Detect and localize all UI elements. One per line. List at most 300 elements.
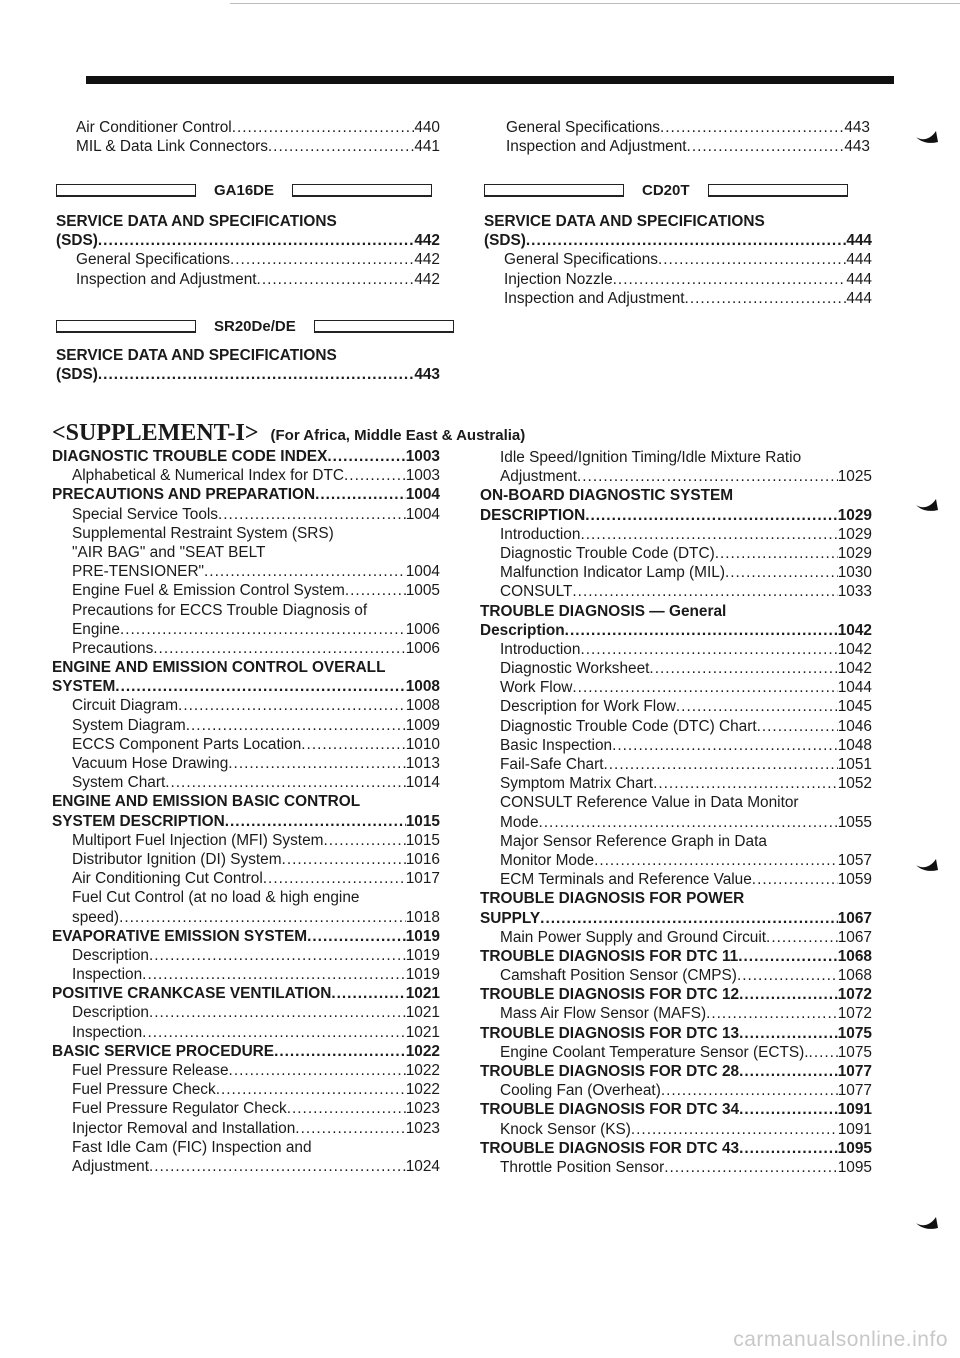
banner-box-right — [292, 184, 432, 197]
dot-leader — [165, 773, 406, 792]
dot-leader — [664, 1158, 838, 1177]
entry-page-number: 1030 — [837, 564, 872, 582]
entry-title: Special Service Tools — [72, 505, 218, 523]
toc-entries — [484, 231, 872, 308]
dot-leader — [715, 544, 838, 563]
entry-page-number: 1006 — [405, 639, 440, 657]
dot-leader — [282, 850, 406, 869]
toc-entry — [480, 1120, 872, 1139]
entry-page-number: 1003 — [405, 448, 440, 465]
entry-page-number: 1008 — [405, 678, 440, 696]
dot-leader — [225, 812, 406, 831]
toc-entry — [480, 467, 872, 486]
entry-page-number: 1022 — [405, 1081, 440, 1099]
dot-leader — [725, 563, 838, 582]
dot-leader — [676, 697, 838, 716]
toc-entry-line: ENGINE AND EMISSION CONTROL OVERALL — [52, 659, 386, 677]
banner-box-left — [56, 184, 196, 197]
entry-page-number: 1095 — [837, 1139, 872, 1157]
page-tab-mark — [914, 856, 940, 872]
toc-entry — [480, 1024, 872, 1043]
toc-entry-line: Major Sensor Reference Graph in Data — [500, 832, 767, 850]
entry-title: General Specifications — [506, 119, 660, 136]
entry-page-number: 1075 — [837, 1024, 872, 1042]
toc-entry — [52, 466, 440, 485]
entry-page-number: 1048 — [837, 736, 872, 754]
dot-leader — [119, 908, 406, 927]
toc-entry — [480, 909, 872, 928]
entry-title: Circuit Diagram — [72, 697, 179, 715]
entry-page-number: 1042 — [837, 660, 872, 678]
toc-entry-line: "AIR BAG" and "SEAT BELT — [72, 543, 266, 561]
toc-entry-line: Precautions for ECCS Trouble Diagnosis of — [72, 601, 368, 619]
entry-title: TROUBLE DIAGNOSIS FOR DTC 34 — [480, 1101, 740, 1119]
entry-page-number: 444 — [846, 232, 872, 250]
toc-entry — [480, 717, 872, 736]
entry-page-number: 1021 — [405, 1023, 440, 1041]
toc-entry — [484, 270, 872, 289]
entry-page-number: 1019 — [405, 927, 440, 945]
entry-title: Mass Air Flow Sensor (MAFS) — [500, 1005, 707, 1023]
toc-entry — [480, 697, 872, 716]
toc-entries — [56, 365, 440, 384]
toc-entry — [480, 1158, 872, 1177]
entry-title: Symptom Matrix Chart — [500, 775, 654, 793]
entry-title: Engine Fuel & Emission Control System — [72, 582, 345, 600]
dot-leader — [580, 640, 837, 659]
entry-page-number: 1017 — [405, 870, 440, 888]
toc-entry-line: Fast Idle Cam (FIC) Inspection and — [72, 1138, 312, 1156]
section-heading: SERVICE DATA AND SPECIFICATIONS — [56, 347, 337, 364]
toc-entry-line: ON-BOARD DIAGNOSTIC SYSTEM — [480, 487, 734, 505]
entry-page-number: 1021 — [405, 985, 440, 1003]
entry-page-number: 1057 — [837, 851, 872, 869]
dot-leader — [739, 1139, 838, 1158]
entry-title: TROUBLE DIAGNOSIS FOR DTC 13 — [480, 1024, 740, 1042]
page-tab-mark — [914, 1214, 940, 1230]
entry-title: Description — [72, 1004, 149, 1022]
entry-page-number: 1095 — [837, 1158, 872, 1176]
entry-title: SUPPLY — [480, 909, 541, 927]
dot-leader — [737, 966, 838, 985]
entry-page-number: 1067 — [837, 928, 872, 946]
dot-leader — [218, 505, 406, 524]
entry-page-number: 1006 — [405, 620, 440, 638]
dot-leader — [739, 1100, 838, 1119]
entry-page-number: 441 — [414, 138, 440, 156]
entry-title: Basic Inspection — [500, 736, 613, 754]
entry-title: Fuel Pressure Check — [72, 1081, 216, 1099]
entry-page-number: 1008 — [405, 697, 440, 715]
entry-title: Malfunction Indicator Lamp (MIL) — [500, 564, 725, 582]
entry-title: TROUBLE DIAGNOSIS FOR DTC 43 — [480, 1139, 740, 1157]
toc-entry — [480, 1100, 872, 1119]
dot-leader — [585, 506, 838, 525]
toc-entry — [52, 1023, 440, 1042]
entry-page-number: 440 — [414, 119, 440, 136]
entry-title: (SDS) — [484, 232, 526, 250]
entry-title: SYSTEM DESCRIPTION — [52, 812, 225, 830]
entry-title: Engine Coolant Temperature Sensor (ECTS). — [500, 1043, 809, 1061]
entry-page-number: 444 — [846, 270, 872, 288]
toc-entry — [52, 831, 440, 850]
banner-box-right — [314, 320, 454, 333]
dot-leader — [323, 831, 405, 850]
entry-title: Injector Removal and Installation — [72, 1119, 296, 1137]
entry-title: Mode — [500, 813, 539, 831]
engine-label: CD20T — [642, 181, 690, 199]
dot-leader — [287, 1099, 406, 1118]
toc-entries — [56, 231, 440, 289]
dot-leader — [757, 717, 838, 736]
toc-entry — [52, 447, 440, 466]
entry-page-number: 1055 — [837, 813, 872, 831]
dot-leader — [739, 1024, 838, 1043]
dot-leader — [263, 869, 406, 888]
entry-title: CONSULT — [500, 583, 573, 601]
engine-banner-sr20de — [56, 316, 454, 336]
section-heading: SERVICE DATA AND SPECIFICATIONS — [484, 213, 765, 230]
entry-page-number: 1013 — [405, 755, 440, 772]
dot-leader — [539, 813, 838, 832]
entry-page-number: 1029 — [837, 506, 872, 524]
entry-page-number: 443 — [844, 119, 870, 136]
dot-leader — [186, 716, 406, 735]
entry-title: BASIC SERVICE PROCEDURE — [52, 1042, 275, 1060]
dot-leader — [149, 1157, 406, 1176]
entry-page-number: 1018 — [405, 908, 440, 926]
entry-page-number: 1004 — [405, 563, 440, 581]
entry-title: Knock Sensor (KS) — [500, 1120, 631, 1138]
toc-entry — [480, 678, 872, 697]
banner-box-left — [56, 320, 196, 333]
section-ga16de — [56, 212, 440, 289]
toc-entry — [52, 505, 440, 524]
dot-leader — [594, 851, 838, 870]
watermark: carmanualsonline.info — [733, 1328, 948, 1351]
entry-page-number: 1029 — [837, 525, 872, 543]
engine-label: SR20De/DE — [214, 317, 296, 335]
toc-entry — [480, 928, 872, 947]
toc-entry — [52, 716, 440, 735]
entry-page-number: 1077 — [837, 1082, 872, 1100]
entry-title: Precautions — [72, 639, 154, 657]
entry-page-number: 1023 — [405, 1100, 440, 1118]
toc-entry — [52, 1080, 440, 1099]
entry-page-number: 1052 — [837, 775, 872, 793]
toc-entry — [52, 735, 440, 754]
entry-page-number: 1021 — [405, 1004, 440, 1022]
dot-leader — [344, 466, 406, 485]
entry-page-number: 1042 — [837, 621, 872, 639]
toc-entry — [56, 250, 440, 269]
entry-title: Diagnostic Worksheet — [500, 660, 650, 678]
section-heading: SERVICE DATA AND SPECIFICATIONS — [56, 213, 337, 230]
page-tab-mark — [914, 496, 940, 512]
toc-entry — [480, 544, 872, 563]
dot-leader — [752, 870, 838, 889]
entry-title: Fail-Safe Chart — [500, 756, 604, 773]
toc-entry — [52, 639, 440, 658]
dot-leader — [232, 118, 415, 137]
dot-leader — [572, 582, 837, 601]
dot-leader — [687, 137, 845, 156]
toc-top-right — [486, 118, 870, 156]
entry-page-number: 1004 — [405, 486, 440, 504]
entry-page-number: 1051 — [837, 756, 872, 773]
toc-entry — [52, 1157, 440, 1176]
entry-title: TROUBLE DIAGNOSIS FOR DTC 11 — [480, 947, 739, 965]
entry-page-number: 1016 — [405, 850, 440, 868]
entry-title: Work Flow — [500, 679, 573, 697]
dot-leader — [216, 1080, 406, 1099]
toc-entry — [480, 640, 872, 659]
toc-entry — [52, 850, 440, 869]
dot-leader — [331, 984, 405, 1003]
entry-title: TROUBLE DIAGNOSIS FOR DTC 12 — [480, 986, 740, 1004]
dot-leader — [540, 909, 838, 928]
toc-top-left — [56, 118, 440, 156]
toc-entry — [480, 1139, 872, 1158]
toc-entry — [52, 908, 440, 927]
entry-page-number: 1077 — [837, 1063, 872, 1080]
toc-entry — [480, 870, 872, 889]
entry-page-number: 443 — [844, 138, 870, 156]
toc-entry — [486, 137, 870, 156]
entry-title: Cooling Fan (Overheat) — [500, 1082, 661, 1100]
entry-title: Introduction — [500, 640, 581, 658]
toc-entry — [480, 1004, 872, 1023]
toc-entry — [480, 966, 872, 985]
entry-page-number: 1003 — [405, 467, 440, 485]
entry-title: Inspection — [72, 966, 143, 984]
entry-title: Distributor Ignition (DI) System — [72, 850, 282, 868]
toc-entry — [52, 620, 440, 639]
dot-leader — [120, 620, 406, 639]
toc-entry — [480, 525, 872, 544]
toc-entry — [52, 677, 440, 696]
toc-entry — [480, 813, 872, 832]
engine-banner-ga16de — [56, 180, 432, 200]
dot-leader — [604, 755, 838, 774]
entry-page-number: 1045 — [837, 698, 872, 716]
entry-page-number: 1010 — [405, 735, 440, 753]
dot-leader — [178, 696, 406, 715]
toc-entry — [480, 851, 872, 870]
dot-leader — [631, 1120, 838, 1139]
engine-banner-cd20t — [484, 180, 848, 200]
entry-page-number: 1033 — [837, 583, 872, 601]
entry-page-number: 1068 — [837, 967, 872, 985]
entry-title: General Specifications — [504, 251, 658, 269]
entry-title: Camshaft Position Sensor (CMPS) — [500, 967, 737, 985]
dot-leader — [149, 946, 406, 965]
dot-leader — [204, 562, 406, 581]
toc-entry — [52, 1042, 440, 1061]
toc-entry — [484, 250, 872, 269]
toc-entry — [52, 1003, 440, 1022]
entry-page-number: 442 — [414, 232, 440, 250]
toc-entry — [480, 582, 872, 601]
toc-entry — [52, 1119, 440, 1138]
toc-entry-line: TROUBLE DIAGNOSIS — General — [480, 602, 727, 620]
top-edge-line — [230, 3, 960, 4]
entry-page-number: 1068 — [837, 947, 872, 965]
entry-page-number: 1025 — [837, 468, 872, 486]
entry-title: (SDS) — [56, 366, 98, 384]
entry-page-number: 1067 — [837, 909, 872, 927]
toc-entry — [52, 812, 440, 831]
entry-page-number: 1019 — [405, 946, 440, 964]
entry-title: Alphabetical & Numerical Index for DTC — [72, 467, 345, 485]
toc-entry — [56, 137, 440, 156]
toc-entry — [56, 118, 440, 137]
dot-leader — [327, 447, 405, 466]
dot-leader — [738, 947, 838, 966]
dot-leader — [572, 678, 837, 697]
entry-title: Main Power Supply and Ground Circuit — [500, 928, 767, 946]
entry-title: Air Conditioning Cut Control — [72, 870, 263, 888]
entry-title: DESCRIPTION — [480, 506, 586, 524]
dot-leader — [268, 137, 414, 156]
dot-leader — [98, 365, 414, 384]
section-cd20t — [484, 212, 872, 308]
toc-entry — [52, 696, 440, 715]
entry-title: Inspection and Adjustment — [76, 270, 257, 288]
entry-title: Throttle Position Sensor — [500, 1158, 665, 1176]
dot-leader — [295, 1119, 405, 1138]
entry-page-number: 1019 — [405, 966, 440, 984]
entry-page-number: 1024 — [405, 1157, 440, 1175]
dot-leader — [153, 639, 405, 658]
header-rule — [86, 76, 894, 84]
toc-entry — [480, 755, 872, 774]
dot-leader — [345, 581, 406, 600]
entry-title: Vacuum Hose Drawing — [72, 755, 229, 772]
entry-title: Engine — [72, 620, 120, 638]
toc-entry — [52, 581, 440, 600]
entry-page-number: 1091 — [837, 1120, 872, 1138]
entry-page-number: 1015 — [405, 831, 440, 849]
entry-page-number: 1046 — [837, 717, 872, 735]
toc-entry — [486, 118, 870, 137]
toc-entry — [480, 506, 872, 525]
toc-entry — [480, 621, 872, 640]
dot-leader — [142, 965, 406, 984]
dot-leader — [526, 231, 846, 250]
toc-entry — [480, 736, 872, 755]
dot-leader — [706, 1004, 838, 1023]
entry-title: Adjustment — [500, 468, 577, 486]
entry-title: Monitor Mode — [500, 851, 595, 869]
entry-title: PRE-TENSIONER" — [72, 563, 205, 581]
entry-title: DIAGNOSTIC TROUBLE CODE INDEX — [52, 448, 328, 465]
supplement-note: (For Africa, Middle East & Australia) — [270, 427, 526, 444]
toc-left-column — [52, 447, 440, 1176]
entry-page-number: 1072 — [837, 1005, 872, 1023]
dot-leader — [649, 659, 837, 678]
supplement-title: <SUPPLEMENT-I> — [52, 420, 259, 446]
toc-entry — [480, 1043, 872, 1062]
dot-leader — [274, 1042, 406, 1061]
entry-title: Introduction — [500, 525, 581, 543]
dot-leader — [660, 118, 844, 137]
entry-title: Fuel Pressure Release — [72, 1062, 229, 1079]
toc-entry-line: Fuel Cut Control (at no load & high engine — [72, 889, 360, 907]
toc-entry — [56, 231, 440, 250]
entry-title: PRECAUTIONS AND PREPARATION — [52, 486, 316, 504]
banner-box-left — [484, 184, 624, 197]
entry-page-number: 1004 — [405, 505, 440, 523]
dot-leader — [307, 927, 406, 946]
dot-leader — [98, 231, 414, 250]
entry-page-number: 444 — [846, 289, 872, 307]
dot-leader — [301, 735, 405, 754]
dot-leader — [228, 754, 405, 773]
entry-page-number: 442 — [414, 251, 440, 269]
entry-page-number: 1023 — [405, 1119, 440, 1137]
toc-entry — [484, 289, 872, 308]
dot-leader — [315, 485, 406, 504]
entry-title: Inspection and Adjustment — [504, 289, 685, 307]
toc-entry — [480, 1062, 872, 1081]
toc-entry — [56, 365, 440, 384]
toc-entry — [52, 927, 440, 946]
entry-title: Inspection — [72, 1023, 143, 1041]
toc-entry — [52, 485, 440, 504]
toc-entry — [52, 965, 440, 984]
dot-leader — [115, 677, 405, 696]
entry-title: Injection Nozzle — [504, 270, 613, 288]
toc-entry-line: Supplemental Restraint System (SRS) — [72, 524, 334, 542]
toc-entry — [52, 869, 440, 888]
entry-title: Adjustment — [72, 1157, 149, 1175]
toc-entry — [52, 1061, 440, 1080]
entry-title: speed) — [72, 908, 120, 926]
entry-page-number: 1075 — [837, 1043, 872, 1061]
entry-page-number: 442 — [414, 270, 440, 288]
entry-page-number: 1005 — [405, 582, 440, 600]
dot-leader — [230, 250, 414, 269]
entry-title: Diagnostic Trouble Code (DTC) Chart — [500, 717, 757, 735]
toc-entry — [52, 1099, 440, 1118]
toc-entry — [480, 985, 872, 1004]
dot-leader — [613, 270, 847, 289]
dot-leader — [577, 467, 838, 486]
toc-entry — [480, 774, 872, 793]
entry-title: MIL & Data Link Connectors — [76, 138, 268, 156]
entry-page-number: 1029 — [837, 544, 872, 562]
toc-right-column — [480, 448, 872, 1177]
entry-page-number: 1022 — [405, 1062, 440, 1079]
toc-entry — [480, 563, 872, 582]
banner-box-right — [708, 184, 848, 197]
dot-leader — [766, 928, 838, 947]
entry-page-number: 1059 — [837, 871, 872, 889]
dot-leader — [739, 985, 838, 1004]
dot-leader — [653, 774, 838, 793]
toc-entry-line: ENGINE AND EMISSION BASIC CONTROL — [52, 793, 361, 811]
engine-label: GA16DE — [214, 181, 275, 199]
toc-entry — [52, 984, 440, 1003]
dot-leader — [257, 270, 415, 289]
entry-title: EVAPORATIVE EMISSION SYSTEM — [52, 927, 308, 945]
dot-leader — [580, 525, 837, 544]
entry-title: Description for Work Flow — [500, 698, 676, 716]
entry-title: SYSTEM — [52, 678, 116, 696]
entry-title: Inspection and Adjustment — [506, 138, 687, 156]
dot-leader — [661, 1081, 838, 1100]
